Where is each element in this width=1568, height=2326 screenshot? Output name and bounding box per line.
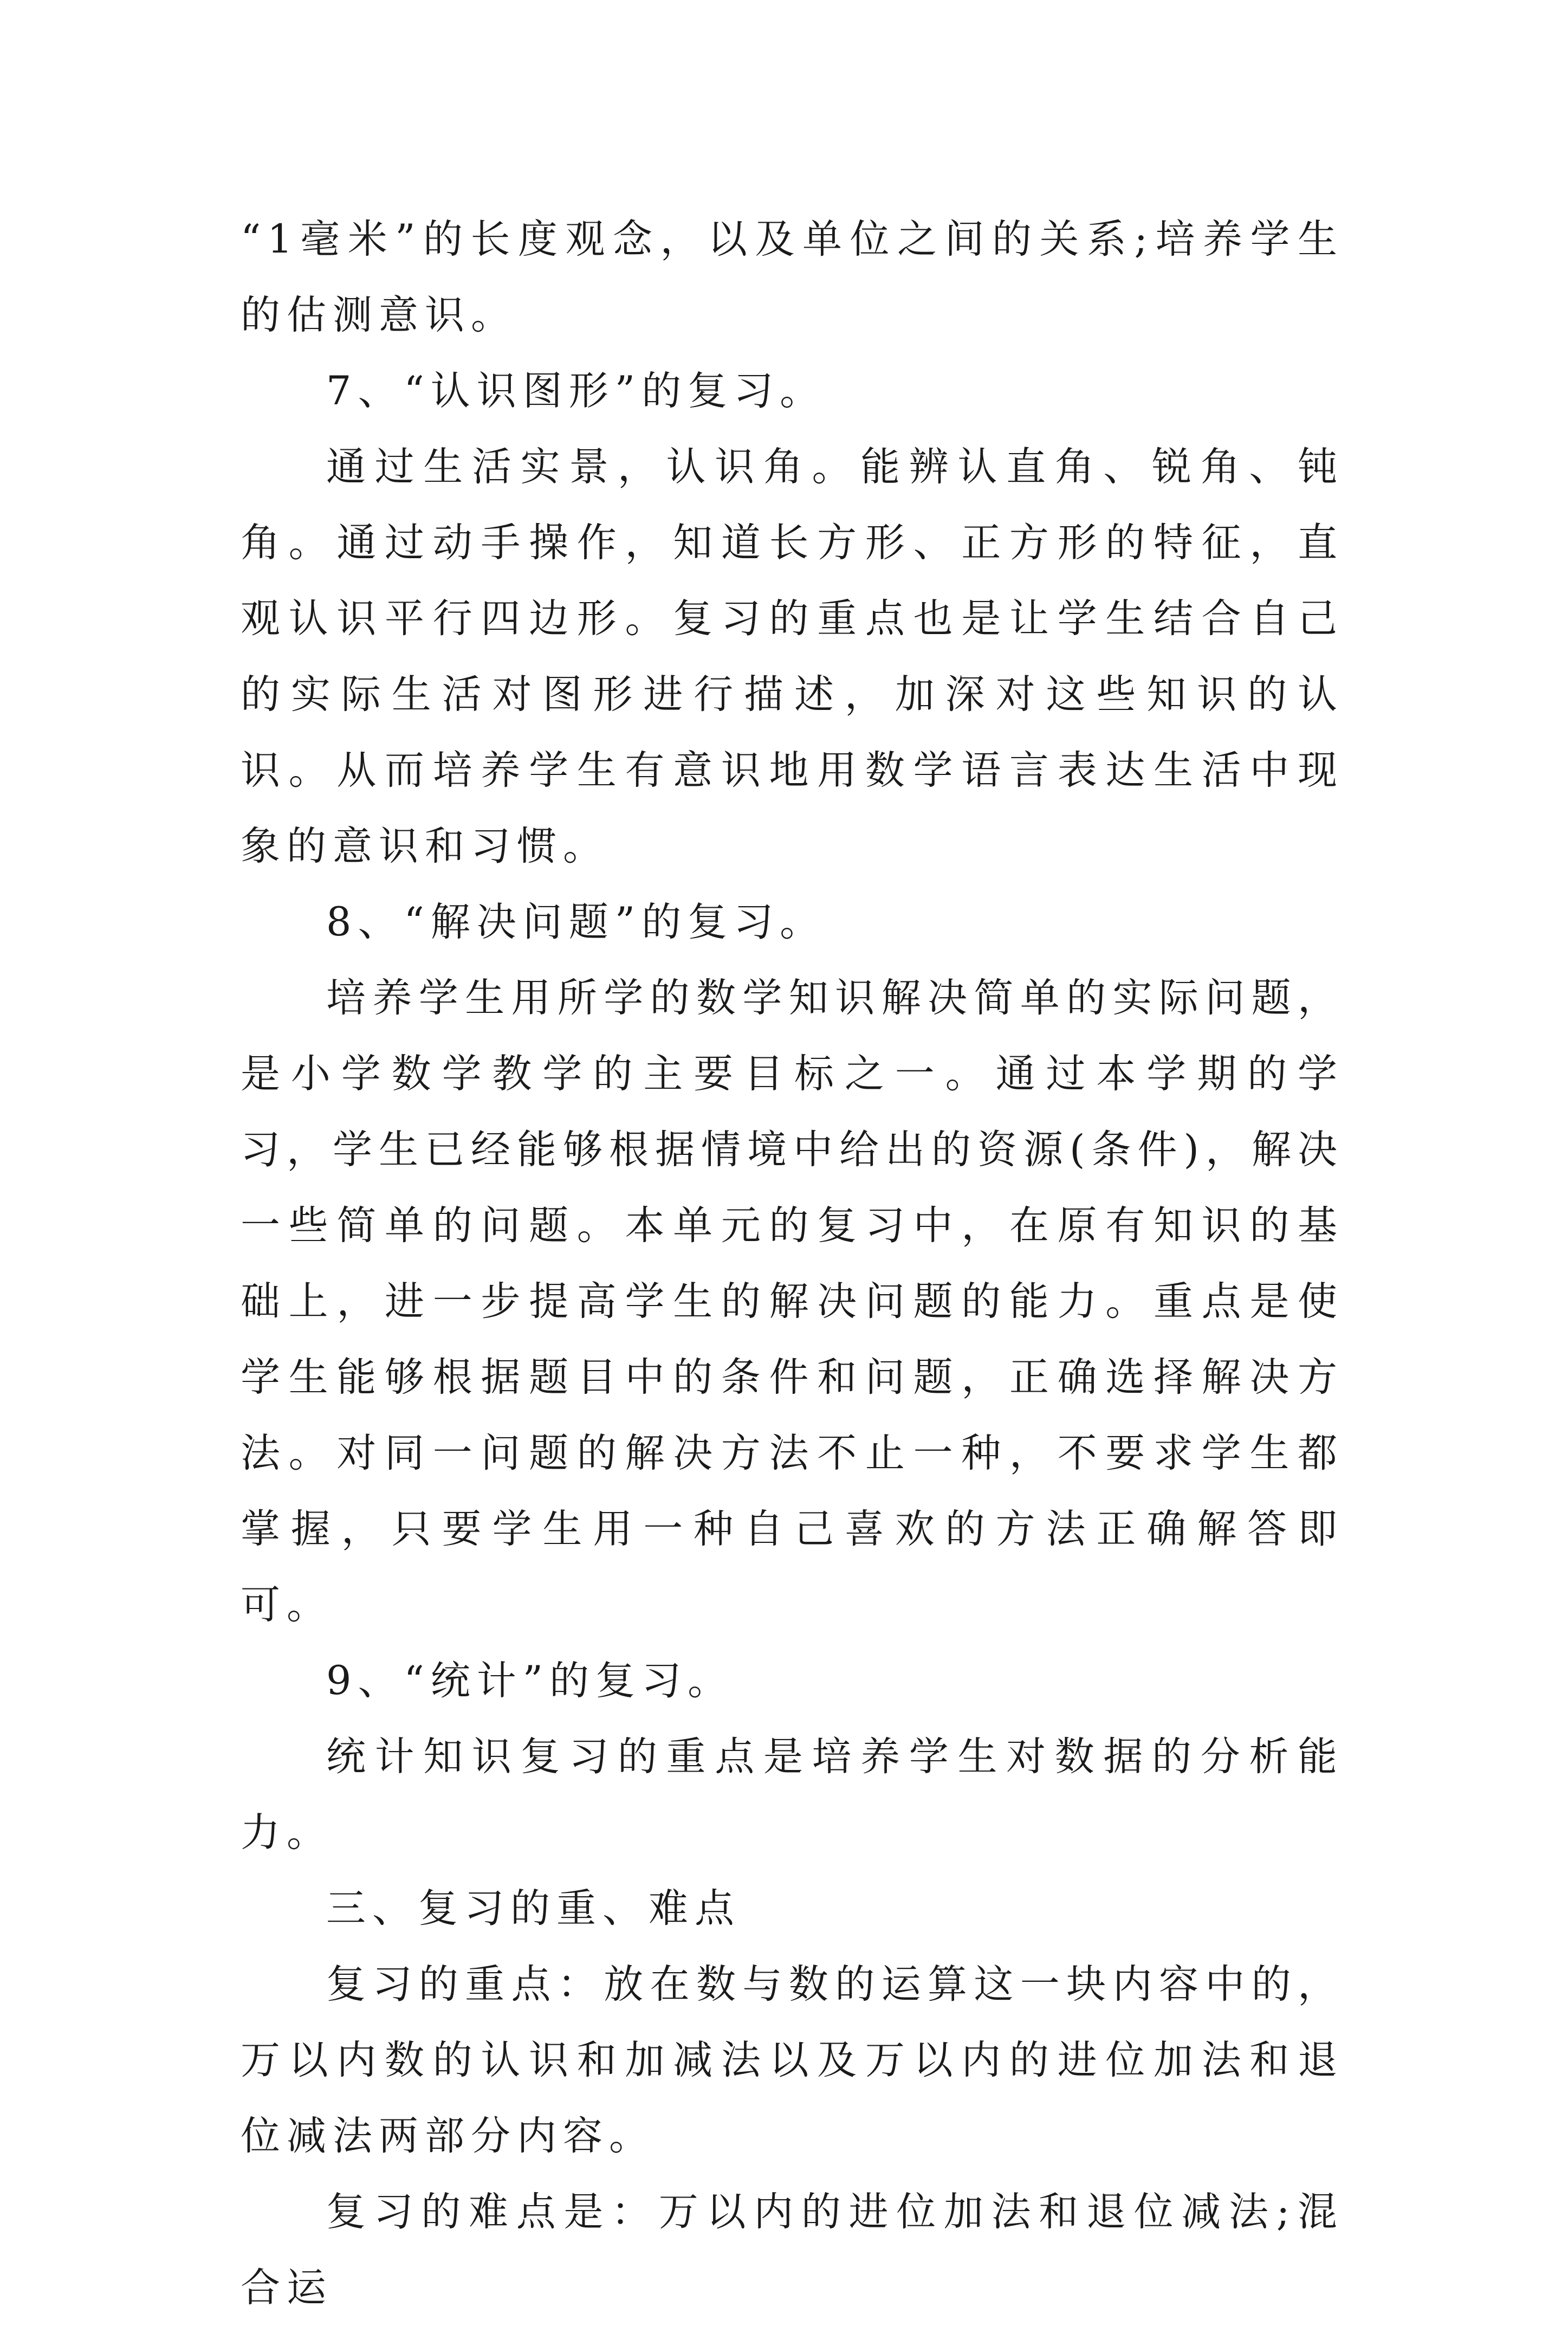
document-body bbox=[241, 202, 1344, 2326]
paragraph-shapes-review: 通过生活实景，认识角。能辨认直角、锐角、钝角。通过动手操作，知道长方形、正方形的特征，直观认识平行四边形。复习的重点也是让学生结合自己的实际生活对图形进行描述，加深对这些知识的认识。从而培养学生有意识地用数学语言表达生活中现象的意识和习惯。 bbox=[241, 444, 1344, 869]
paragraph-problem-solving-review: 培养学生用所学的数学知识解决简单的实际问题，是小学数学教学的主要目标之一。通过本学期的学习，学生已经能够根据情境中给出的资源(条件)，解决一些简单的问题。本单元的复习中，在原有知识的基础上，进一步提高学生的解决问题的能力。重点是使学生能够根据题目中的条件和问题，正确选择解决方法。对同一问题的解决方法不止一种，不要求学生都掌握，只要学生用一种自己喜欢的方法正确解答即可。 bbox=[241, 975, 1344, 1628]
heading-shapes-review: 7、“认识图形”的复习。 bbox=[326, 368, 826, 414]
heading-key-difficult-points: 三、复习的重、难点 bbox=[326, 1885, 741, 1931]
paragraph-difficult-points: 复习的难点是：万以内的进位加法和退位减法;混合运 bbox=[241, 2189, 1344, 2311]
paragraph-key-points: 复习的重点：放在数与数的运算这一块内容中的，万以内数的认识和加减法以及万以内的进位加法和退位减法两部分内容。 bbox=[241, 1961, 1344, 2159]
paragraph-length-concept: “1毫米”的长度观念，以及单位之间的关系;培养学生的估测意识。 bbox=[241, 216, 1344, 338]
heading-statistics-review: 9、“统计”的复习。 bbox=[326, 1658, 734, 1704]
paragraph-statistics-review: 统计知识复习的重点是培养学生对数据的分析能力。 bbox=[241, 1734, 1344, 1856]
heading-problem-solving-review: 8、“解决问题”的复习。 bbox=[326, 899, 826, 945]
